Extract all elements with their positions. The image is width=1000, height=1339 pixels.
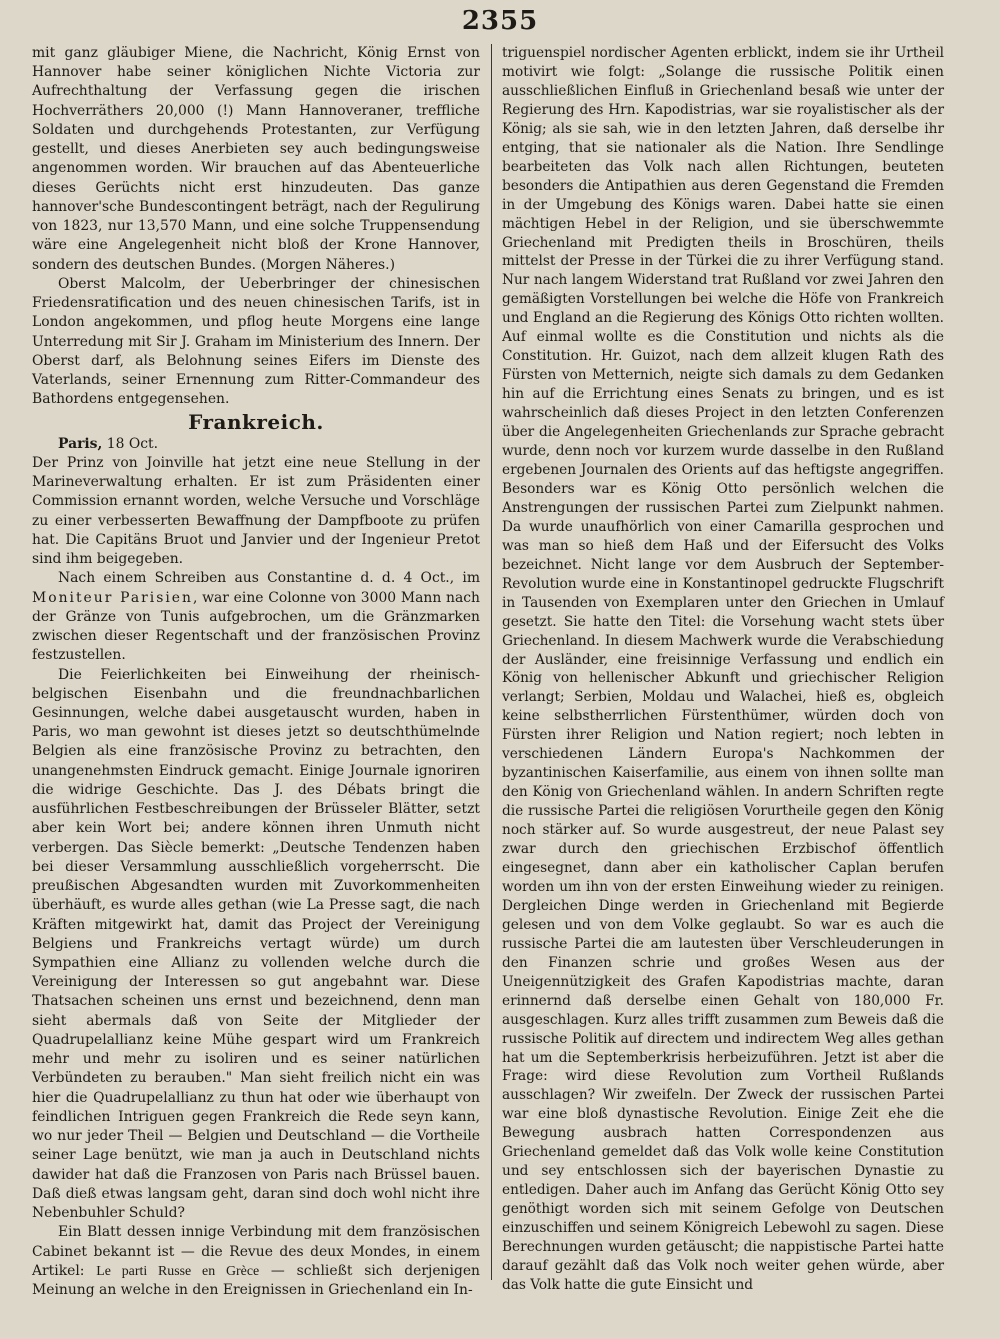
revue-text-c: — schließt sich derjenigen Meinung an welche in den Ereignissen in Griechenland ein In- [32,1262,481,1298]
revue-text-a: Ein Blatt dessen innige Verbindung mit dem französischen Cabinet bekannt ist — die Revue des deux Mondes, in einem Artikel: [32,1224,480,1279]
paragraph-constantine [32,569,480,665]
page-number: 2355 [461,6,539,36]
paragraph-joinville-text: Der Prinz von Joinville hat jetzt eine neue Stellung in der Marineverwaltung erhalten. Er ist zum Präsidenten einer Commission ernannt worden, welche Versuche und Vorschläge zu einer verbesserten Bewaffnung der Dampfboote zu prüfen hat. Die Capitäns Bruot und Janvier und der Ingenieur Pretot sind ihm beigegeben. [32,454,480,568]
section-heading-frankreich: Frankreich. [188,410,324,435]
dateline-place: Paris, [58,435,103,452]
constantine-text-c: , war eine Colonne von 3000 Mann nach der Gränze von Tunis aufgebrochen, um die Gränzmarken zwischen dieser Regentschaft und der französischen Provinz festzustellen. [32,589,480,664]
moniteur-name: Moniteur Parisien [32,589,193,606]
paragraph-hannover: mit ganz gläubiger Miene, die Nachricht, König Ernst von Hannover habe seiner königlichen Nichte Victoria zur Aufrechthaltung der Verfassung gegen die irischen Hochverräthers 20,000 (!) Mann Hannoveraner, treffliche Soldaten und durchgehends Protestanten, zur Verfügung gestellt, und dieses Anerbieten sey auch bedingungsweise angenommen worden. Wir brauchen auf das Abenteuerliche dieses Gerüchts nicht erst hinzudeuten. Das ganze hannover'sche Bundescontingent beträgt, nach der Regulirung von 1823, nur 13,570 Mann, und eine solche Truppensendung wäre eine Angelegenheit nicht bloß der Krone Hannover, sondern des deutschen Bundes. (Morgen Näheres.) [32,45,480,273]
dateline-date: 18 Oct. [102,435,158,452]
left-column [32,44,480,1300]
paragraph-joinville [32,435,480,570]
paragraph-griechenland: triguenspiel nordischer Agenten erblickt, indem sie ihr Urtheil motivirt wie folgt: „Solange die russische Politik einen ausschließlichen Einfluß in Griechenland besaß wie unter der Regierung des Hrn. Kapodistrias, war sie royalistischer als der König; als sie sah, wie in den letzten Jahren, daß derselbe ihr entging, that sie nationaler als die Nation. Ihre Sendlinge bearbeiteten das Volk nach allen Richtungen, beuteten besonders die Antipathien aus deren Gegenstand die Fremden in der Umgebung des Königs waren. Dabei hatte sie einen mächtigen Hebel in der Religion, und sie überschwemmte Griechenland mit Predigten theils in Broschüren, theils mittelst der Presse in der Türkei die zu ihrer Verfügung stand. Nur nach langem Widerstand trat Rußland vor zwei Jahren den gemäßigten Vorstellungen bei welche die Höfe von Frankreich und England an die Regierung des Königs Otto richten wollten. Auf einmal wollte es die Constitution und nichts als die Constitution. Hr. Guizot, nach dem allzeit klugen Rath des Fürsten von Metternich, neigte sich damals zu dem Gedanken hin auf die Errichtung eines Senats zu bringen, und es ist wahrscheinlich daß dieses Project in den letzten Conferenzen über die Angelegenheiten Griechenlands zur Sprache gebracht wurde, denn noch vor kurzem wurde dasselbe in den Rußland ergebenen Journalen des Orients auf das heftigste angegriffen. Besonders war es König Otto persönlich welchen die Anstrengungen der russischen Partei zum Zielpunkt nahmen. Da wurde unaufhörlich von einer Camarilla gesprochen und was man so hieß dem Haß und der Eifersucht des Volks bezeichnet. Nicht lange vor dem Ausbruch der September-Revolution wurde eine in Konstantinopel gedruckte Flugschrift in Tausenden von Exemplaren unter den Griechen in Umlauf gesetzt. Sie hatte den Titel: die Vorsehung wacht stets über Griechenland. In diesem Machwerk wurde die Verabschiedung der Ausländer, eine freisinnige Verfassung und endlich ein König von hellenischer Abkunft und griechischer Religion verlangt; Serbien, Moldau und Walachei, hieß es, obgleich keine selbstherrlichen Fürstenthümer, würden doch von Fürsten ihrer Religion und Nation regiert; noch lebten in verschiedenen Ländern Europa's Nachkommen der byzantinischen Kaiserfamilie, aus einem von ihnen sollte man den König von Griechenland wählen. In andern Schriften regte die russische Partei die religiösen Vorurtheile gegen den König noch stärker auf. So wurde ausgestreut, der neue Palast sey zwar durch den griechischen Erzbischof öffentlich eingesegnet, dann aber ein katholischer Caplan berufen worden um ihn von der ersten Einweihung wieder zu reinigen. Dergleichen Dinge werden in Griechenland mit Begierde gelesen und von dem Volke geglaubt. So war es auch die russische Partei die am lautesten über Verschleuderungen in den Finanzen schrie und großes Wesen aus der Uneigennützigkeit des Grafen Kapodistrias machte, daran erinnernd daß derselbe einen Gehalt von 180,000 Fr. ausgeschlagen. Kurz alles trifft zusammen zum Beweis daß die russische Politik auf directem und indirectem Weg alles gethan hat um die Septemberkrisis herbeizuführen. Jetzt ist aber die Frage: wird diese Revolution zum Vortheil Rußlands ausschlagen? Wir zweifeln. Der Zweck der russischen Partei war eine bloß dynastische Revolution. Einige Zeit ehe die Bewegung ausbrach hatten Correspondenzen aus Griechenland gemeldet daß das Volk wolle keine Constitution und sey entschlossen sich der bayerischen Dynastie zu entledigen. Daher auch im Anfang das Gerücht König Otto sey genöthigt worden sich mit seinem Gefolge von Deutschen einzuschiffen und seinem Königreich Lebewohl zu sagen. Diese Berechnungen wurden getäuscht; die nappistische Partei hatte darauf gezählt daß das Volk noch weiter gehen würde, aber das Volk hatte die gute Einsicht und [502,45,944,1293]
paragraph-revue [32,1223,480,1300]
article-title-latin: Le parti Russe en Grèce [96,1263,260,1279]
right-column [502,44,944,1295]
constantine-text-a: Nach einem Schreiben aus Constantine d. d. 4 Oct., im [58,570,480,587]
paragraph-eisenbahn: Die Feierlichkeiten bei Einweihung der rheinisch-belgischen Eisenbahn und die freundnachbarlichen Gesinnungen, welche dabei ausgetauscht wurden, haben in Paris, wo man gewohnt ist dieses jetzt so deutschthümelnde Belgien als eine französische Provinz zu betrachten, den unangenehmsten Eindruck gemacht. Einige Journale ignoriren die widrige Geschichte. Das J. des Débats bringt die ausführlichen Festbeschreibungen der Brüsseler Blätter, setzt aber kein Wort bei; andere können ihren Unmuth nicht verbergen. Das Siècle bemerkt: „Deutsche Tendenzen haben bei dieser Versammlung ausschließlich vorgeherrscht. Die preußischen Abgesandten wurden mit Zuvorkommenheiten überhäuft, es wurde alles gethan (wie La Presse sagt, die nach Kräften mitgewirkt hat, damit das Project der Vereinigung Belgiens und Frankreichs vertagt würde) um durch Sympathien eine Allianz zu vollenden welche durch die Vereinigung der Interessen so gut angebahnt war. Diese Thatsachen scheinen uns ernst und bezeichnend, denn man sieht abermals daß von Seite der Mitglieder der Quadrupelallianz keine Mühe gespart wird um Frankreich mehr und mehr zu isoliren und es seiner natürlichen Verbündeten zu berauben." Man sieht freilich nicht ein was hier die Quadrupelallianz zu thun hat oder wie überhaupt von feindlichen Intriguen gegen Frankreich die Rede seyn kann, wo nur jeder Theil — Belgien und Deutschland — die Vortheile seiner Lage benützt, wie man ja auch in Deutschland nichts dawider hat daß die Franzosen von Paris nach Brüssel bauen. Daß dieß etwas langsam geht, daran sind doch wohl nicht ihre Nebenbuhler Schuld? [32,666,480,1222]
paragraph-malcolm: Oberst Malcolm, der Ueberbringer der chinesischen Friedensratification und des neuen chinesischen Tarifs, ist in London angekommen, und pflog heute Morgens eine lange Unterredung mit Sir J. Graham im Ministerium des Innern. Der Oberst darf, als Belohnung seines Eifers im Dienste des Vaterlands, seiner Ernennung zum Ritter-Commandeur des Bathordens entgegensehen. [32,275,480,408]
column-divider [491,44,492,1280]
